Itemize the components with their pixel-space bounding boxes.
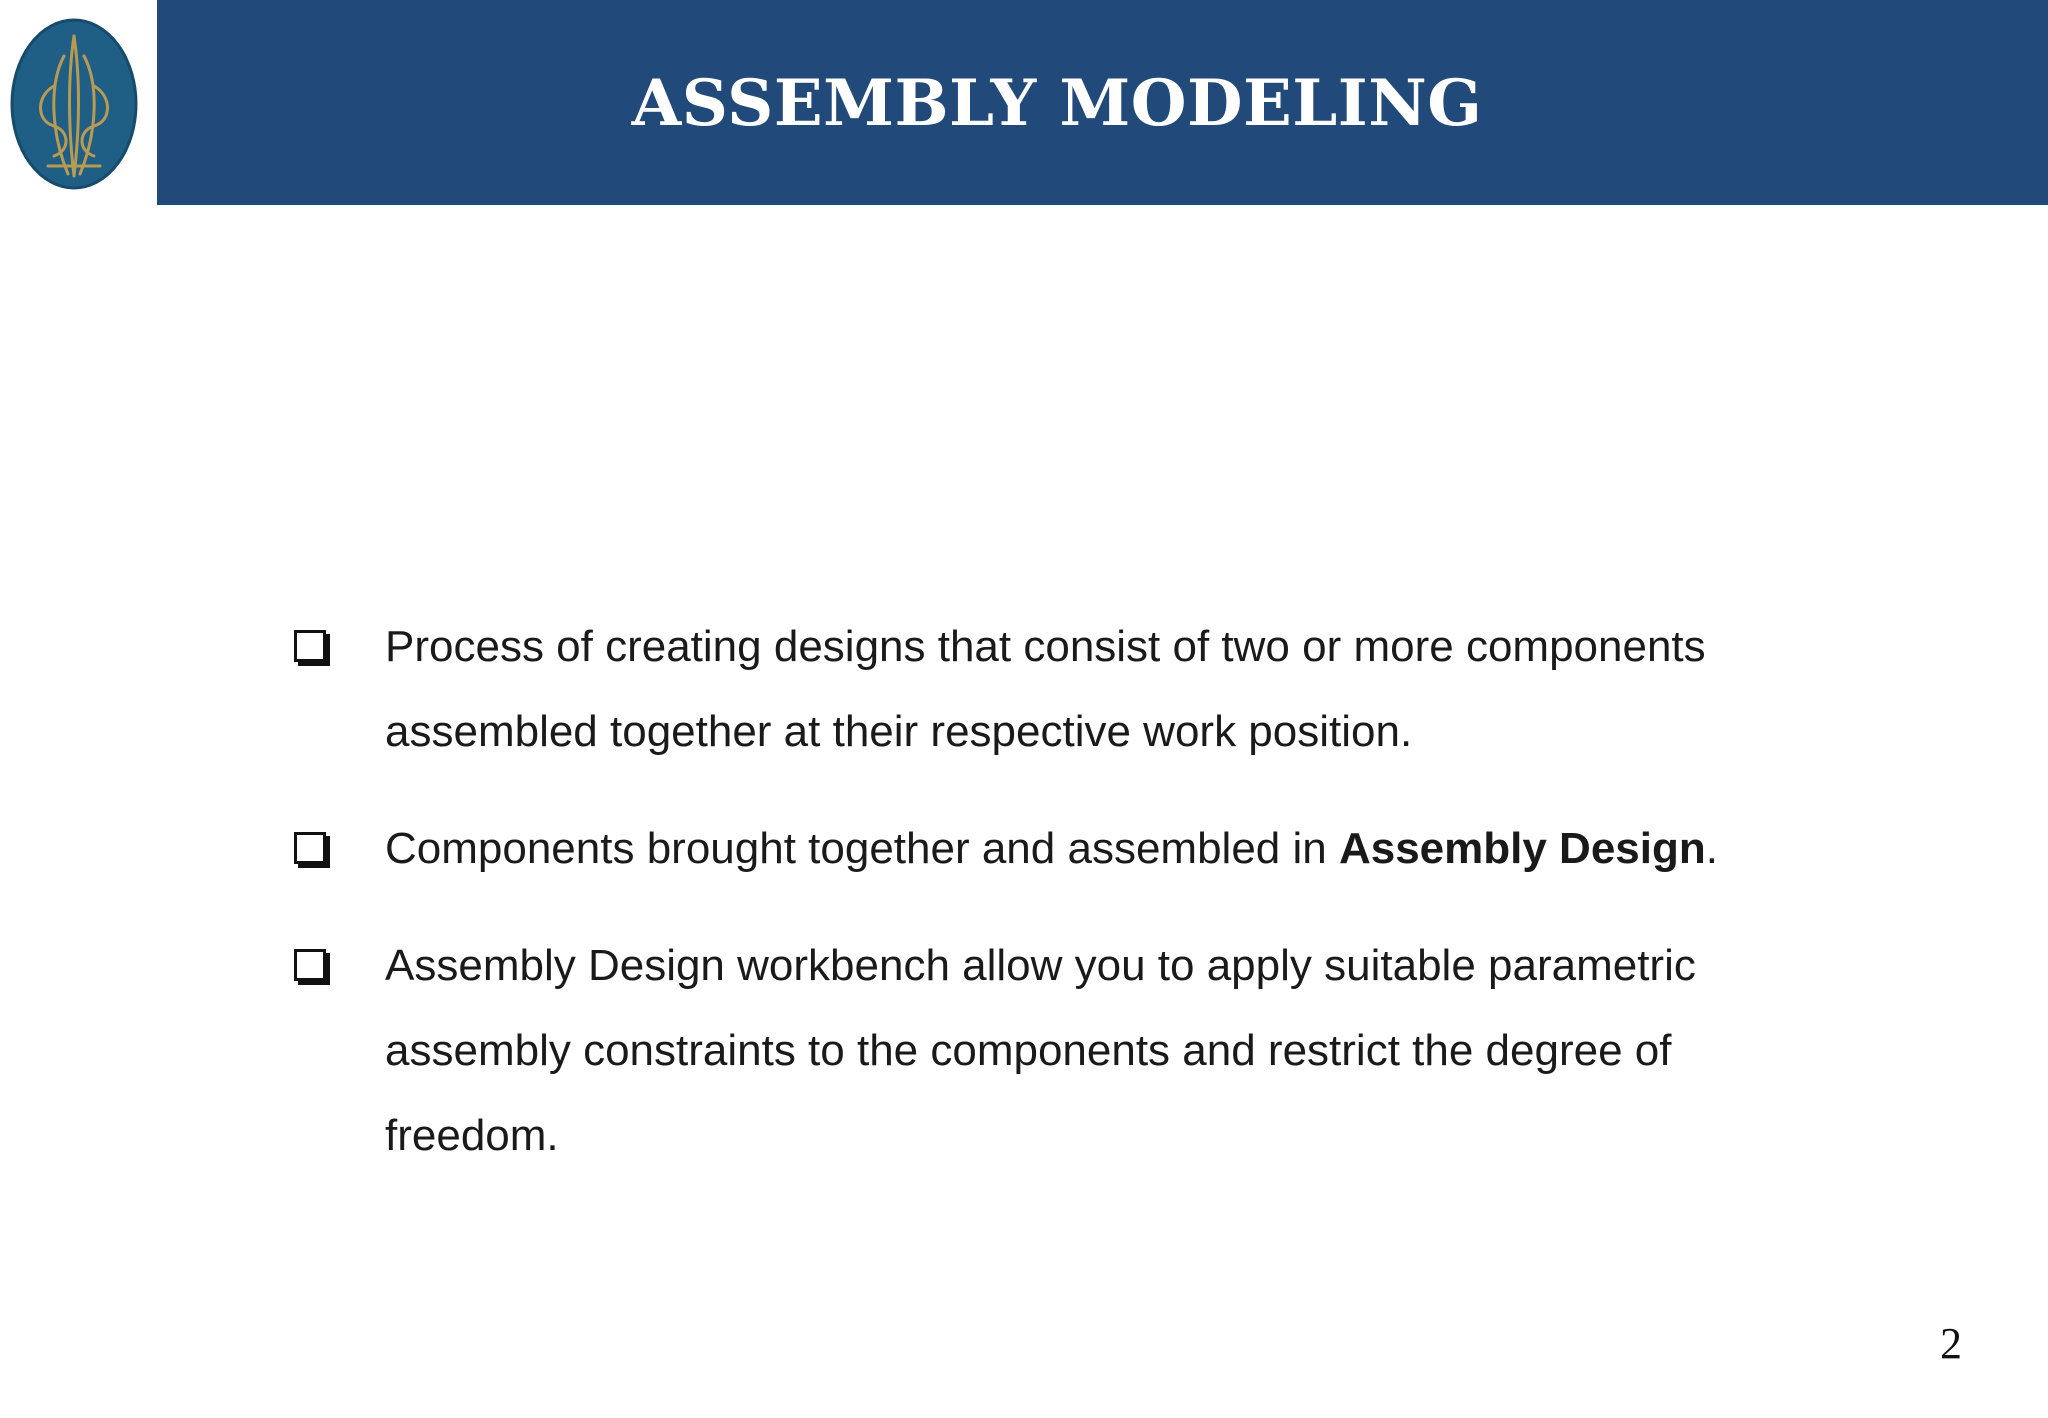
bullet-list xyxy=(290,604,1850,1210)
page-number: 2 xyxy=(1940,1319,1962,1368)
university-crest-icon xyxy=(8,16,140,192)
bullet-text: Components brought together and assembled in xyxy=(385,824,1339,873)
checkbox-bullet-icon xyxy=(294,949,326,981)
bullet-item xyxy=(290,806,1850,891)
checkbox-bullet-icon xyxy=(294,630,326,662)
bullet-item xyxy=(290,604,1850,774)
bullet-item xyxy=(290,923,1850,1178)
checkbox-bullet-icon xyxy=(294,832,326,864)
bullet-text: Process of creating designs that consist of two or more components assembled together at their respective work position. xyxy=(385,622,1706,756)
slide-title: ASSEMBLY MODELING xyxy=(631,66,1483,141)
bullet-text-end: . xyxy=(1705,824,1718,873)
bullet-text: Assembly Design workbench allow you to apply suitable parametric assembly constraints to the components and restrict the degree of freedom. xyxy=(385,941,1696,1160)
bullet-bold-term: Assembly Design xyxy=(1338,824,1706,873)
